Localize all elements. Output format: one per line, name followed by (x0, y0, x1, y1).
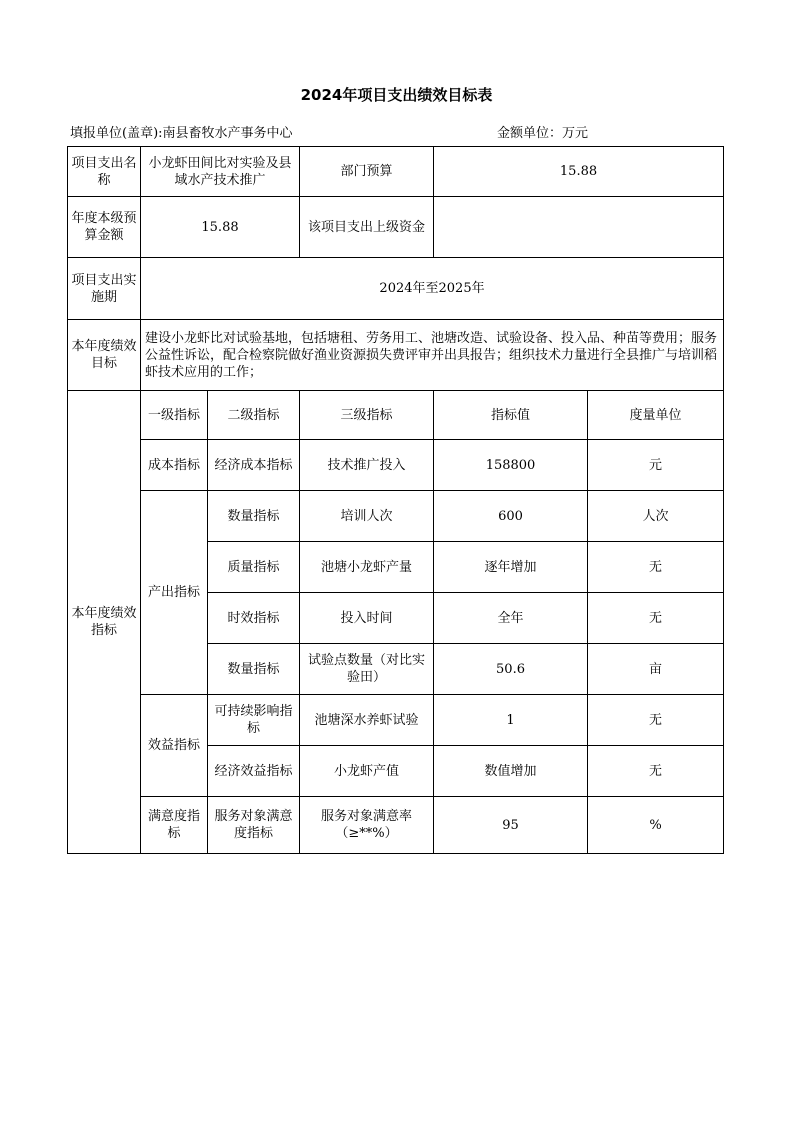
level3-cell: 池塘小龙虾产量 (300, 542, 434, 593)
level1-output: 产出指标 (141, 491, 208, 695)
indicator-section-label: 本年度绩效指标 (68, 391, 141, 854)
level1-benefit: 效益指标 (141, 695, 208, 797)
level2-cell: 可持续影响指标 (208, 695, 300, 746)
reporting-unit: 填报单位(盖章):南县畜牧水产事务中心 (70, 126, 293, 141)
level2-cell: 数量指标 (208, 491, 300, 542)
level3-cell: 投入时间 (300, 593, 434, 644)
unit-cell: 无 (588, 593, 724, 644)
annual-budget-label: 年度本级预算金额 (68, 197, 141, 258)
indicator-row (68, 797, 724, 854)
level3-cell: 技术推广投入 (300, 440, 434, 491)
value-cell: 数值增加 (434, 746, 588, 797)
superior-fund-label: 该项目支出上级资金 (300, 197, 434, 258)
level3-cell: 小龙虾产值 (300, 746, 434, 797)
project-name-label: 项目支出名称 (68, 147, 141, 197)
indicator-row (68, 491, 724, 542)
header-value: 指标值 (434, 391, 588, 440)
level2-cell: 数量指标 (208, 644, 300, 695)
header-level1: 一级指标 (141, 391, 208, 440)
annual-budget-value: 15.88 (141, 197, 300, 258)
document-title: 2024年项目支出绩效目标表 (300, 86, 493, 104)
amount-unit: 金额单位：万元 (497, 126, 589, 141)
unit-cell: % (588, 797, 724, 854)
level2-cell: 服务对象满意度指标 (208, 797, 300, 854)
performance-target-table (67, 146, 724, 854)
indicator-row (68, 695, 724, 746)
indicator-header-row (68, 391, 724, 440)
header-level3: 三级指标 (300, 391, 434, 440)
level2-cell: 质量指标 (208, 542, 300, 593)
value-cell: 95 (434, 797, 588, 854)
level1-satisfaction: 满意度指标 (141, 797, 208, 854)
unit-cell: 无 (588, 746, 724, 797)
level2-cell: 时效指标 (208, 593, 300, 644)
indicator-row (68, 440, 724, 491)
level2-cell: 经济成本指标 (208, 440, 300, 491)
goal-row (68, 320, 724, 391)
project-name-value: 小龙虾田间比对实验及县域水产技术推广 (141, 147, 300, 197)
value-cell: 600 (434, 491, 588, 542)
value-cell: 50.6 (434, 644, 588, 695)
header-unit: 度量单位 (588, 391, 724, 440)
unit-cell: 无 (588, 695, 724, 746)
value-cell: 全年 (434, 593, 588, 644)
header-level2: 二级指标 (208, 391, 300, 440)
dept-budget-value: 15.88 (434, 147, 724, 197)
project-name-row (68, 147, 724, 197)
superior-fund-value (434, 197, 724, 258)
period-value: 2024年至2025年 (141, 258, 724, 320)
unit-cell: 元 (588, 440, 724, 491)
level3-cell: 培训人次 (300, 491, 434, 542)
value-cell: 逐年增加 (434, 542, 588, 593)
level3-cell: 试验点数量（对比实验田） (300, 644, 434, 695)
value-cell: 1 (434, 695, 588, 746)
unit-cell: 无 (588, 542, 724, 593)
level3-cell: 服务对象满意率（≥**%） (300, 797, 434, 854)
level1-cost: 成本指标 (141, 440, 208, 491)
unit-cell: 人次 (588, 491, 724, 542)
dept-budget-label: 部门预算 (300, 147, 434, 197)
goal-text: 建设小龙虾比对试验基地，包括塘租、劳务用工、池塘改造、试验设备、投入品、种苗等费用；服务公益性诉讼，配合检察院做好渔业资源损失费评审并出具报告；组织技术力量进行全县推广与培训稻虾技术应用的工作； (141, 320, 724, 391)
period-row (68, 258, 724, 320)
period-label: 项目支出实施期 (68, 258, 141, 320)
value-cell: 158800 (434, 440, 588, 491)
level2-cell: 经济效益指标 (208, 746, 300, 797)
level3-cell: 池塘深水养虾试验 (300, 695, 434, 746)
annual-budget-row (68, 197, 724, 258)
unit-cell: 亩 (588, 644, 724, 695)
goal-label: 本年度绩效目标 (68, 320, 141, 391)
